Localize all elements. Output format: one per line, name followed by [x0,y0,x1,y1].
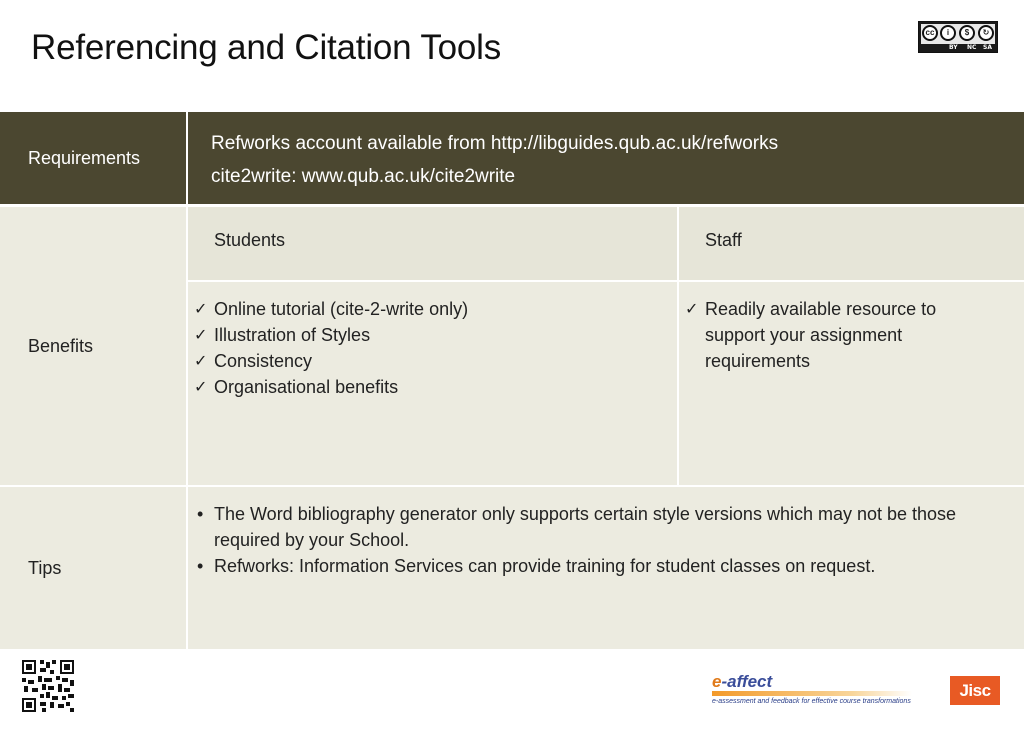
cc-label-by: BY [949,44,958,51]
students-header: Students [188,207,677,280]
tips-label: Tips [0,487,186,649]
cc-label-sa: SA [983,44,992,51]
benefits-label: Benefits [0,207,186,485]
list-item: ✓ Consistency [192,348,677,374]
e-affect-wordmark [712,672,772,692]
e-affect-tagline: e-assessment and feedback for effective course transformations [712,698,911,705]
requirements-label: Requirements [0,112,186,204]
requirements-line-refworks: Refworks account available from http://libguides.qub.ac.uk/refworks [211,133,779,154]
list-item: ✓ Readily available resource to support your assignment requirements [683,296,984,374]
students-benefits [188,282,677,485]
e-affect-logo [710,672,935,710]
list-item: • Refworks: Information Services can provide training for student classes on request. [192,553,1000,579]
staff-header: Staff [679,207,1024,280]
sharealike-icon: ↻ [978,25,994,41]
tips-content [188,487,1024,649]
staff-benefits [679,282,1024,485]
attribution-icon: i [940,25,956,41]
e-affect-e: e [712,672,722,691]
slide-title: Referencing and Citation Tools [31,28,502,67]
tools-table [0,112,1024,649]
cc-license-badge [918,21,998,53]
requirements-line-cite2write: cite2write: www.qub.ac.uk/cite2write [211,166,516,187]
list-item: ✓ Organisational benefits [192,374,677,400]
qr-code-icon [22,660,74,712]
list-item: • The Word bibliography generator only supports certain style versions which may not be those required by your School. [192,501,1000,553]
e-affect-bar [712,691,912,696]
list-item: ✓ Illustration of Styles [192,322,677,348]
jisc-logo: Jisc [950,676,1000,705]
requirements-content [188,112,1024,204]
cc-icon: cc [922,25,938,41]
noncommercial-icon: $ [959,25,975,41]
list-item: ✓ Online tutorial (cite-2-write only) [192,296,677,322]
e-affect-rest: -affect [721,672,773,691]
cc-label-nc: NC [967,44,977,51]
